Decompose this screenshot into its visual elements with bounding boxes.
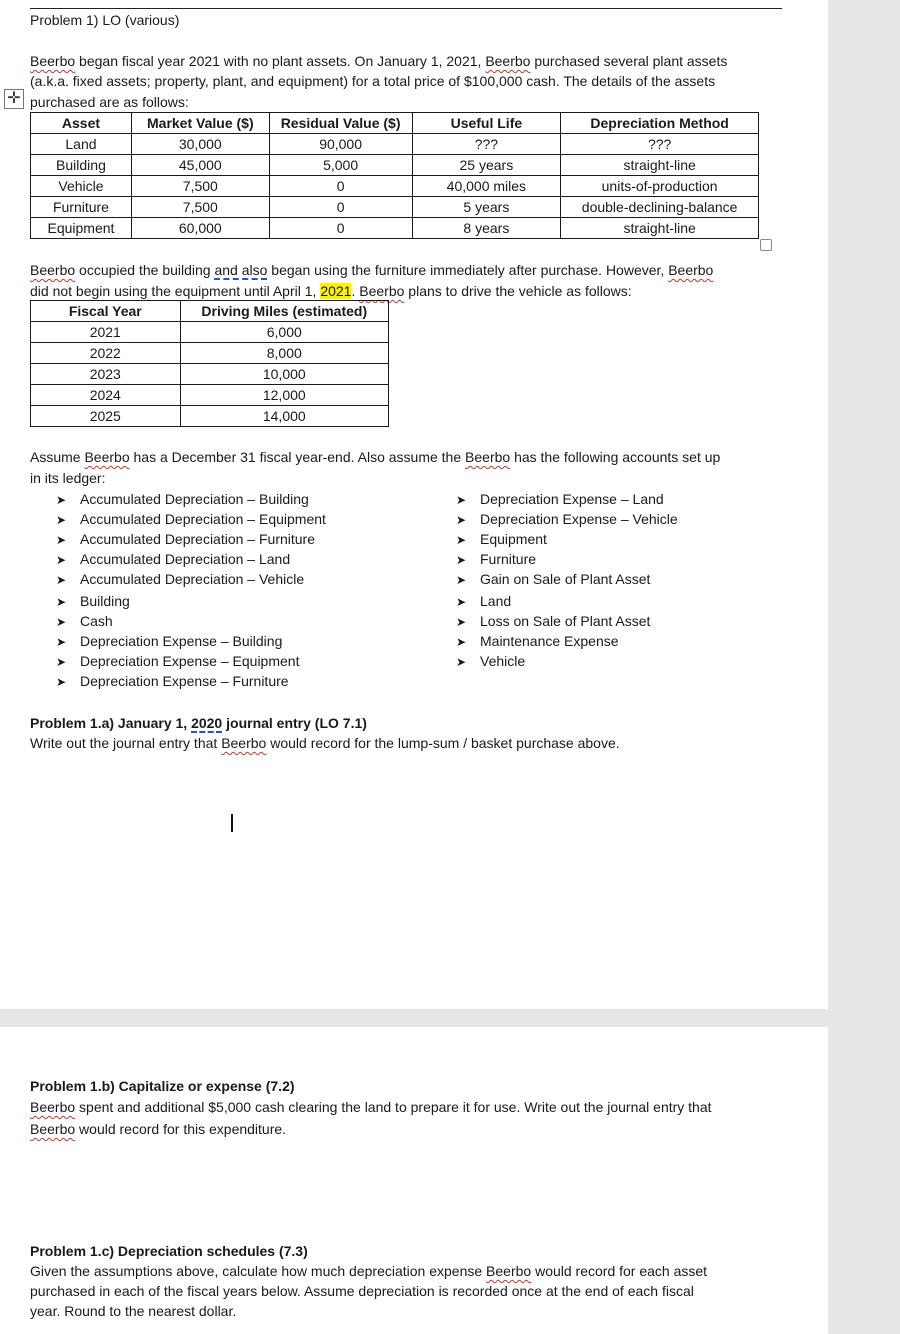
accounts-list-left [56,489,326,691]
table-cell: 45,000 [131,155,269,176]
table-cell: straight-line [561,155,759,176]
assets-header-row [31,113,759,134]
table-row [31,218,759,239]
intro-line-1: Beerbo began fiscal year 2021 with no plant assets. On January 1, 2021, Beerbo purchased several plant assets [30,53,728,69]
assume-line-2: in its ledger: [30,470,106,486]
table-cell: 5,000 [269,155,412,176]
table-cell: 0 [269,197,412,218]
arrowhead-bullet-icon: ➤ [56,675,67,689]
arrowhead-bullet-icon: ➤ [56,493,67,507]
arrowhead-bullet-icon: ➤ [456,615,467,629]
list-item: ➤ Loss on Sale of Plant Asset [456,611,678,631]
problem-1b-body-line-2: Beerbo would record for this expenditure. [30,1121,287,1137]
problem-1c-body-line-3: year. Round to the nearest dollar. [30,1303,237,1319]
driving-miles-table [30,300,389,427]
table-cell: Vehicle [31,176,132,197]
arrowhead-bullet-icon: ➤ [456,655,467,669]
miles-header-row [31,301,389,322]
table-row [31,176,759,197]
table-cell: 5 years [412,197,561,218]
arrowhead-bullet-icon: ➤ [456,635,467,649]
arrowhead-bullet-icon: ➤ [456,513,467,527]
table-cell: 40,000 miles [412,176,561,197]
assets-header-cell: Market Value ($) [131,113,269,134]
list-item: ➤ Depreciation Expense – Land [456,489,678,509]
table-cell: 8,000 [180,343,388,364]
table-cell: 2022 [31,343,181,364]
arrowhead-bullet-icon: ➤ [56,655,67,669]
arrowhead-bullet-icon: ➤ [56,573,67,587]
text-cursor [231,814,233,832]
table-cell: 2024 [31,385,181,406]
list-item: ➤ Land [456,591,678,611]
arrowhead-bullet-icon: ➤ [456,573,467,587]
table-cell: 14,000 [180,406,388,427]
table-cell: 25 years [412,155,561,176]
table-cell: 8 years [412,218,561,239]
assets-header-cell: Asset [31,113,132,134]
table-cell: 30,000 [131,134,269,155]
list-item: ➤ Cash [56,611,326,631]
list-item: ➤ Accumulated Depreciation – Building [56,489,326,509]
table-cell: 2021 [31,322,181,343]
miles-header-cell: Driving Miles (estimated) [180,301,388,322]
table-cell: 7,500 [131,176,269,197]
table-cell: 0 [269,218,412,239]
list-item: ➤ Accumulated Depreciation – Equipment [56,509,326,529]
arrowhead-bullet-icon: ➤ [56,513,67,527]
problem-1a-title: Problem 1.a) January 1, 2020 journal entry (LO 7.1) [30,715,367,731]
problem-1c-body-line-2: purchased in each of the fiscal years below. Assume depreciation is recorded once at the end of each fiscal [30,1283,694,1299]
table-cell: double-declining-balance [561,197,759,218]
table-row [31,385,389,406]
assets-header-cell: Depreciation Method [561,113,759,134]
assets-table [30,112,759,239]
list-item: ➤ Equipment [456,529,678,549]
table-resize-icon[interactable] [760,239,772,251]
list-item: ➤ Depreciation Expense – Vehicle [456,509,678,529]
table-row [31,364,389,385]
table-cell: Building [31,155,132,176]
list-item: ➤ Maintenance Expense [456,631,678,651]
table-cell: 6,000 [180,322,388,343]
list-item: ➤ Depreciation Expense – Furniture [56,671,326,691]
list-item: ➤ Depreciation Expense – Building [56,631,326,651]
table-row [31,322,389,343]
table-cell: 2023 [31,364,181,385]
table-cell: 0 [269,176,412,197]
list-item: ➤ Accumulated Depreciation – Furniture [56,529,326,549]
table-row [31,406,389,427]
table-cell: 90,000 [269,134,412,155]
assume-line-1: Assume Beerbo has a December 31 fiscal year-end. Also assume the Beerbo has the following accounts set up [30,449,721,465]
intro-line-2: (a.k.a. fixed assets; property, plant, and equipment) for a total price of $100,000 cash. The details of the assets [30,73,716,89]
highlighted-year: 2021 [320,283,352,299]
arrowhead-bullet-icon: ➤ [456,533,467,547]
list-item: ➤ Building [56,591,326,611]
table-cell: 2025 [31,406,181,427]
problem-1c-title: Problem 1.c) Depreciation schedules (7.3) [30,1243,308,1259]
arrowhead-bullet-icon: ➤ [56,635,67,649]
list-item: ➤ Depreciation Expense – Equipment [56,651,326,671]
list-item: ➤ Accumulated Depreciation – Vehicle [56,569,326,589]
table-cell: ??? [561,134,759,155]
arrowhead-bullet-icon: ➤ [56,615,67,629]
problem-1c-body-line-1: Given the assumptions above, calculate how much depreciation expense Beerbo would record for each asset [30,1263,708,1279]
list-item: ➤ Furniture [456,549,678,569]
problem-1b-title: Problem 1.b) Capitalize or expense (7.2) [30,1078,295,1094]
list-item: ➤ Accumulated Depreciation – Land [56,549,326,569]
table-cell: Land [31,134,132,155]
arrowhead-bullet-icon: ➤ [456,493,467,507]
table-cell: straight-line [561,218,759,239]
table-cell: Furniture [31,197,132,218]
assets-header-cell: Residual Value ($) [269,113,412,134]
arrowhead-bullet-icon: ➤ [56,533,67,547]
accounts-list-right [456,489,678,671]
occupied-line-1: Beerbo occupied the building and also began using the furniture immediately after purchase. However, Beerbo [30,262,714,278]
arrowhead-bullet-icon: ➤ [456,553,467,567]
table-cell: 7,500 [131,197,269,218]
document-page-2 [0,1027,828,1334]
arrowhead-bullet-icon: ➤ [56,595,67,609]
table-cell: 10,000 [180,364,388,385]
arrowhead-bullet-icon: ➤ [456,595,467,609]
table-cell: Equipment [31,218,132,239]
intro-line-3: purchased are as follows: [30,94,189,110]
table-row [31,343,389,364]
assets-header-cell: Useful Life [412,113,561,134]
list-item: ➤ Gain on Sale of Plant Asset [456,569,678,589]
table-row [31,197,759,218]
miles-header-cell: Fiscal Year [31,301,181,322]
list-item: ➤ Vehicle [456,651,678,671]
table-cell: ??? [412,134,561,155]
table-cell: units-of-production [561,176,759,197]
problem-header: Problem 1) LO (various) [30,12,180,28]
table-cell: 12,000 [180,385,388,406]
table-row [31,155,759,176]
table-cell: 60,000 [131,218,269,239]
table-move-icon[interactable]: ✛ [4,89,24,109]
problem-1a-body: Write out the journal entry that Beerbo would record for the lump-sum / basket purchase above. [30,735,620,751]
problem-1b-body-line-1: Beerbo spent and additional $5,000 cash clearing the land to prepare it for use. Write out the journal entry that [30,1099,712,1115]
top-rule [30,8,782,9]
arrowhead-bullet-icon: ➤ [56,553,67,567]
table-row [31,134,759,155]
occupied-line-2: did not begin using the equipment until April 1, 2021. Beerbo plans to drive the vehicle as follows: [30,283,632,299]
